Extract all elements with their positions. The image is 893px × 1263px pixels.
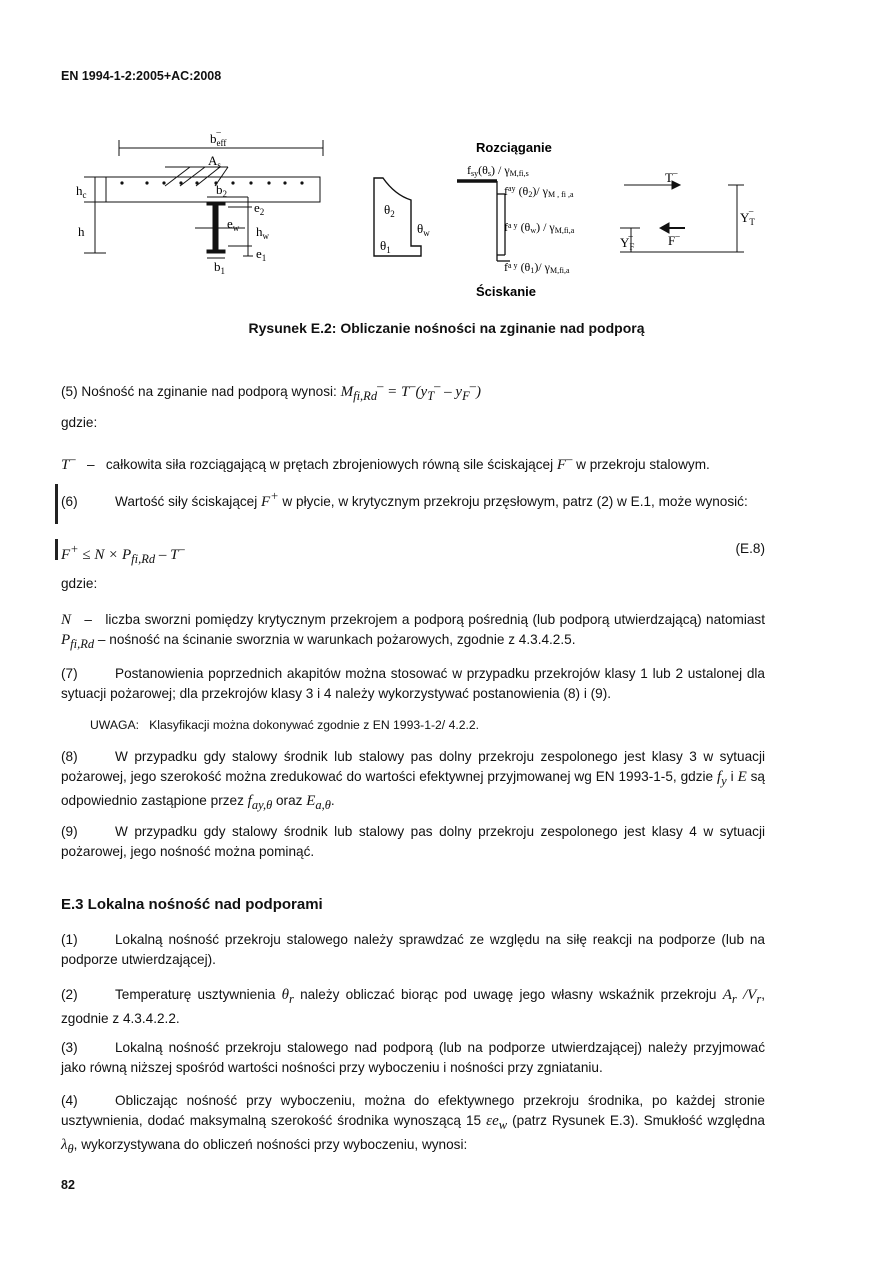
- paragraph-e3-4: (4) Obliczając nośność przy wyboczeniu, można do efektywnego przekroju środnika, po każdej stronie usztywnienia, dodać maksymalną szerokość środnika wynoszącą 15 $\varepsilon e_w$ (patrz Rysunek E.3). Smukłość względna $\lambda_\theta$, wykorzystywana do obliczeń nośności przy wyboczeniu, wynosi:: [61, 1093, 765, 1156]
- definition-T: T– – całkowita siła rozciągającą w prętach zbrojeniowych równą sile ściskającej F– w przekroju stalowym.: [61, 452, 710, 473]
- label-T: T–: [665, 168, 678, 185]
- label-b2: $b_2$: [216, 182, 227, 199]
- label-fsy: fsy(θs) / γM,fi,s: [467, 163, 529, 178]
- label-fay-theta1: $f^{a y}$ (θ1)/ γM,fi,a: [504, 260, 570, 275]
- change-bar: [55, 484, 58, 524]
- label-beff: $b_{eff}-$: [210, 127, 227, 148]
- change-bar: [55, 539, 58, 560]
- note: UWAGA: Klasyfikacji można dokonywać zgodnie z EN 1993-1-2/ 4.2.2.: [90, 718, 480, 732]
- label-hw: $h_w$: [256, 224, 269, 241]
- label-b1: $b_1$: [214, 259, 225, 276]
- section-heading-e3: E.3 Lokalna nośność nad podporami: [61, 896, 323, 913]
- label-ew: $e_w$: [227, 216, 240, 233]
- figure-e2: [0, 125, 893, 305]
- label-yF: $Y_F-$: [620, 231, 635, 252]
- paragraph-e3-3: (3) Lokalną nośność przekroju stalowego nad podporą (lub na podporze utwierdzającej) należy przyjmować jako równą niższej spośród wartości nośności przy wyboczeniu i nośności przy zgniataniu.: [61, 1040, 765, 1075]
- definition-N: N – liczba sworzni pomiędzy krytycznym przekrojem a podporą pośrednią (lub podporą utwierdzającą) natomiast $P_{fi,Rd}$ – nośność na ścinanie sworznia w warunkach pożarowych, zgodnie z 4.3.4.2.5.: [61, 612, 765, 651]
- label-As: $A_s$: [208, 153, 221, 170]
- label-theta1: $\theta_1$: [380, 238, 391, 255]
- paragraph-e3-2: (2) Temperaturę usztywnienia $\theta_r$ należy obliczać biorąc pod uwagę jego własny wskaźnik przekroju $A_r$ $/V_r$, zgodnie z 4.3.4.2.2.: [61, 987, 765, 1026]
- equation-number: (E.8): [735, 541, 765, 556]
- gdzie-label-2: gdzie:: [61, 576, 98, 591]
- formula-mfird: $M_{fi,Rd}^- = T^-(y_T^- - y_F^-)$: [340, 379, 481, 403]
- label-compression: Ściskanie: [476, 284, 536, 299]
- label-thetaw: $\theta_w$: [417, 221, 430, 238]
- force-diagram: [620, 181, 744, 252]
- gdzie-label-1: gdzie:: [61, 415, 98, 430]
- label-tension: Rozciąganie: [476, 140, 552, 155]
- rebar-dots: [120, 181, 303, 184]
- label-yT: $Y_T-$: [740, 206, 755, 227]
- paragraph-5: (5) Nośność na zginanie nad podporą wynosi: $M_{fi,Rd}^- = T^-(y_T^- - y_F^-)$: [61, 379, 481, 403]
- paragraph-e3-1: (1) Lokalną nośność przekroju stalowego należy sprawdzać ze względu na siłę reakcji na podporze (lub na podporze utwierdzającej).: [61, 932, 765, 967]
- figure-caption: Rysunek E.2: Obliczanie nośności na zginanie nad podporą: [248, 320, 645, 336]
- equation-e8: $F^+ \le N \times P_{fi,Rd} - T^-$: [61, 542, 185, 566]
- label-hc: $h_c$: [76, 183, 87, 200]
- page-number: 82: [61, 1178, 75, 1192]
- label-e2: $e_2$: [254, 200, 265, 217]
- label-theta2: $\theta_2$: [384, 202, 395, 219]
- stress-block-drawing: [457, 181, 510, 261]
- paragraph-6: (6) Wartość siły ściskającej F+ w płycie, w krytycznym przekroju przęsłowym, patrz (2) w E.1, może wynosić:: [61, 489, 748, 510]
- paragraph-7: (7) Postanowienia poprzednich akapitów można stosować w przypadku przekrojów klasy 1 lub 2 ustalonej dla sytuacji pożarowej; dla przekrojów klasy 3 i 4 należy wykorzystywać postanowienia (8) i (9).: [61, 666, 765, 701]
- label-F: F–: [668, 231, 680, 248]
- cross-section-drawing: [84, 140, 323, 258]
- label-e1: $e_1$: [256, 246, 267, 263]
- label-fay-thetaw: $f^{a y}$ (θw) / γM,fi,a: [504, 220, 575, 235]
- document-header: EN 1994-1-2:2005+AC:2008: [61, 69, 222, 83]
- label-h: h: [78, 224, 85, 239]
- label-fay-theta2: $f^{ay}$ (θ2)/ γM , fi ,a: [504, 184, 574, 199]
- paragraph-9: (9) W przypadku gdy stalowy środnik lub stalowy pas dolny przekroju zespolonego jest klasy 4 w sytuacji pożarowej, jego nośność można pominąć.: [61, 824, 765, 859]
- paragraph-8: (8) W przypadku gdy stalowy środnik lub stalowy pas dolny przekroju zespolonego jest klasy 3 w sytuacji pożarowej, jego szerokość można zredukować do wartości efektywnej przyjmowanej wg EN 1993-1-5, gdzie $f_y$ i E są odpowiednio zastąpione przez $f_{ay,\theta}$ oraz $E_{a,\theta}$.: [61, 749, 765, 812]
